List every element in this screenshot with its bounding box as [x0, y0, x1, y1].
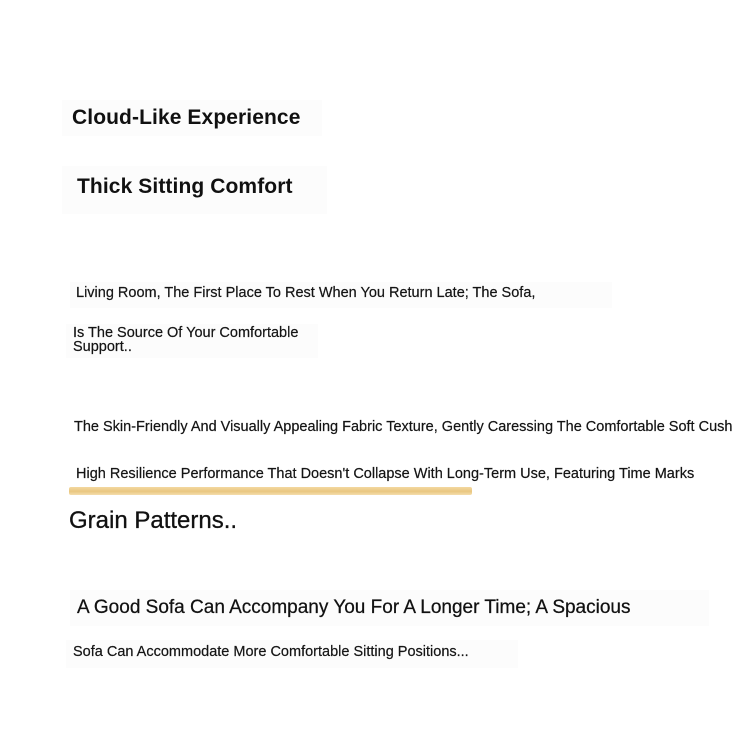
heading-cloud-like-experience: Cloud-Like Experience: [62, 100, 322, 136]
heading-thick-sitting-comfort: Thick Sitting Comfort: [62, 166, 327, 214]
heading-grain-patterns: Grain Patterns..: [69, 507, 238, 534]
paragraph-skin-friendly-fabric: The Skin-Friendly And Visually Appealing Fabric Texture, Gently Caressing The Comfortable Soft Cush: [74, 419, 733, 435]
paragraph-high-resilience: High Resilience Performance That Doesn't Collapse With Long-Term Use, Featuring Time Marks: [76, 466, 695, 482]
heading-good-sofa-line-1: A Good Sofa Can Accompany You For A Longer Time; A Spacious: [70, 590, 709, 626]
highlight-underline-bar: [69, 487, 472, 495]
paragraph-living-room-line-1: Living Room, The First Place To Rest When You Return Late; The Sofa,: [70, 282, 612, 308]
paragraph-good-sofa-line-2: Sofa Can Accommodate More Comfortable Sitting Positions...: [66, 640, 518, 668]
paragraph-living-room-line-2: Is The Source Of Your Comfortable Support..: [66, 324, 318, 358]
